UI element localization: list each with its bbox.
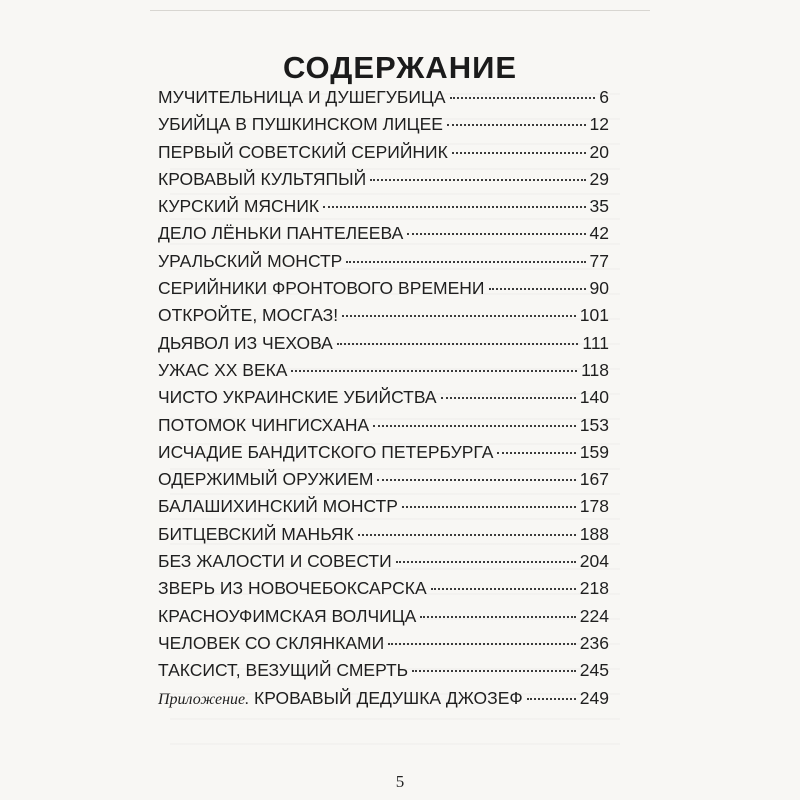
toc-page-number: 77 [589, 250, 609, 271]
dot-leader [412, 670, 576, 672]
dot-leader [447, 124, 586, 126]
dot-leader [373, 425, 576, 427]
toc-entry [158, 466, 609, 493]
toc-entry-title [158, 166, 366, 193]
toc-entry [158, 330, 609, 357]
toc-entry-title [158, 630, 384, 657]
toc-entry [158, 302, 609, 329]
toc-entry-title-text: УБИЙЦА В ПУШКИНСКОМ ЛИЦЕЕ [158, 114, 443, 135]
toc-entry-title-text: ЗВЕРЬ ИЗ НОВОЧЕБОКСАРСКА [158, 578, 427, 599]
dot-leader [323, 206, 585, 208]
toc-page-number: 20 [589, 141, 609, 162]
toc-page-number: 29 [589, 168, 609, 189]
page-number: 5 [395, 772, 405, 791]
toc-entry-title [158, 84, 446, 111]
toc-page-number: 218 [579, 578, 609, 599]
toc-entry [158, 139, 609, 166]
dot-leader [420, 616, 575, 618]
toc-entry [158, 220, 609, 247]
toc-entry-title [158, 384, 437, 411]
toc-entry-title-text: КРОВАВЫЙ КУЛЬТЯПЫЙ [158, 168, 367, 189]
toc-entry [158, 521, 609, 548]
dot-leader [527, 698, 576, 700]
dot-leader [402, 506, 576, 508]
table-of-contents [158, 84, 609, 712]
dot-leader [452, 152, 586, 154]
toc-entry-title-text: БИТЦЕВСКИЙ МАНЬЯК [158, 523, 354, 544]
toc-entry-title [158, 575, 427, 602]
toc-page-number: 101 [579, 305, 609, 326]
toc-entry-title-text: УРАЛЬСКИЙ МОНСТР [158, 250, 343, 271]
dot-leader [489, 288, 586, 290]
dot-leader [342, 315, 576, 317]
toc-entry-title [158, 330, 333, 357]
toc-entry [158, 412, 609, 439]
toc-entry [158, 685, 609, 712]
toc-page-number: 249 [579, 687, 609, 708]
toc-page-number: 236 [579, 632, 609, 653]
toc-entry-title [158, 657, 408, 684]
dot-leader [450, 97, 596, 99]
toc-entry-title-text: КРАСНОУФИМСКАЯ ВОЛЧИЦА [158, 605, 417, 626]
toc-page-number: 224 [579, 605, 609, 626]
toc-page-number: 118 [581, 359, 609, 380]
toc-entry-title [158, 685, 523, 713]
toc-entry-title [158, 275, 485, 302]
toc-entry-title-text: КРОВАВЫЙ ДЕДУШКА ДЖОЗЕФ [254, 687, 523, 708]
toc-entry-title [158, 466, 373, 493]
toc-entry-title [158, 193, 319, 220]
toc-entry-title [158, 603, 416, 630]
toc-page-number: 90 [589, 278, 609, 299]
toc-entry-title-text: ЧЕЛОВЕК СО СКЛЯНКАМИ [158, 632, 385, 653]
toc-entry-title-text: СЕРИЙНИКИ ФРОНТОВОГО ВРЕМЕНИ [158, 278, 485, 299]
dot-leader [291, 370, 577, 372]
toc-entry [158, 193, 609, 220]
appendix-label: Приложение. [158, 690, 250, 708]
toc-entry-title-text: ДЬЯВОЛ ИЗ ЧЕХОВА [158, 332, 333, 353]
toc-entry [158, 657, 609, 684]
toc-entry [158, 384, 609, 411]
page-edge [150, 0, 650, 11]
toc-page-number: 159 [579, 441, 609, 462]
toc-entry-title [158, 220, 403, 247]
toc-entry [158, 248, 609, 275]
toc-entry [158, 575, 609, 602]
toc-page-number: 188 [579, 523, 609, 544]
dot-leader [337, 343, 579, 345]
toc-page-number: 153 [579, 414, 609, 435]
toc-entry-title [158, 248, 342, 275]
page-title: СОДЕРЖАНИЕ [282, 49, 518, 85]
dot-leader [441, 397, 576, 399]
toc-page-number: 178 [579, 496, 609, 517]
toc-entry [158, 275, 609, 302]
toc-entry-title [158, 357, 287, 384]
toc-entry [158, 493, 609, 520]
dot-leader [346, 261, 585, 263]
toc-entry-title-text: ОТКРОЙТЕ, МОСГАЗ! [158, 305, 339, 326]
toc-entry-title-text: ДЕЛО ЛЁНЬКИ ПАНТЕЛЕЕВА [158, 223, 404, 244]
toc-entry [158, 548, 609, 575]
toc-entry-title [158, 111, 443, 138]
toc-entry [158, 111, 609, 138]
toc-entry-title [158, 439, 493, 466]
toc-entry [158, 603, 609, 630]
toc-page-number: 12 [589, 114, 609, 135]
dot-leader [370, 179, 585, 181]
toc-page-number: 204 [579, 551, 609, 572]
toc-page-number: 140 [579, 387, 609, 408]
toc-entry-title-text: УЖАС XX ВЕКА [158, 359, 288, 380]
toc-entry-title-text: КУРСКИЙ МЯСНИК [158, 196, 320, 217]
toc-entry-title [158, 302, 338, 329]
toc-entry-title-text: ПЕРВЫЙ СОВЕТСКИЙ СЕРИЙНИК [158, 141, 448, 162]
toc-entry-title-text: ОДЕРЖИМЫЙ ОРУЖИЕМ [158, 469, 374, 490]
toc-entry-title-text: ИСЧАДИЕ БАНДИТСКОГО ПЕТЕРБУРГА [158, 441, 494, 462]
toc-page-number: 167 [579, 469, 609, 490]
toc-entry [158, 630, 609, 657]
toc-entry [158, 439, 609, 466]
toc-page-number: 245 [579, 660, 609, 681]
toc-entry-title-text: МУЧИТЕЛЬНИЦА И ДУШЕГУБИЦА [158, 87, 446, 107]
dot-leader [431, 588, 576, 590]
dot-leader [377, 479, 575, 481]
toc-page-number: 6 [599, 87, 609, 107]
dot-leader [497, 452, 575, 454]
dot-leader [396, 561, 576, 563]
toc-entry-title-text: ТАКСИСТ, ВЕЗУЩИЙ СМЕРТЬ [158, 660, 409, 681]
toc-entry [158, 166, 609, 193]
toc-entry-title [158, 412, 369, 439]
toc-page-number: 111 [582, 332, 609, 353]
dot-leader [407, 233, 585, 235]
toc-entry-title-text: БЕЗ ЖАЛОСТИ И СОВЕСТИ [158, 551, 392, 572]
toc-entry-title [158, 139, 448, 166]
toc-page-number: 42 [589, 223, 609, 244]
toc-entry-title [158, 548, 392, 575]
toc-entry-title-text: ЧИСТО УКРАИНСКИЕ УБИЙСТВА [158, 387, 437, 408]
toc-entry-title [158, 493, 398, 520]
dot-leader [388, 643, 576, 645]
toc-entry-title-text: БАЛАШИХИНСКИЙ МОНСТР [158, 496, 398, 517]
toc-page-number: 35 [589, 196, 609, 217]
toc-entry-title-text: ПОТОМОК ЧИНГИСХАНА [158, 414, 370, 435]
toc-entry-title [158, 521, 354, 548]
toc-entry [158, 84, 609, 111]
toc-entry [158, 357, 609, 384]
dot-leader [358, 534, 576, 536]
